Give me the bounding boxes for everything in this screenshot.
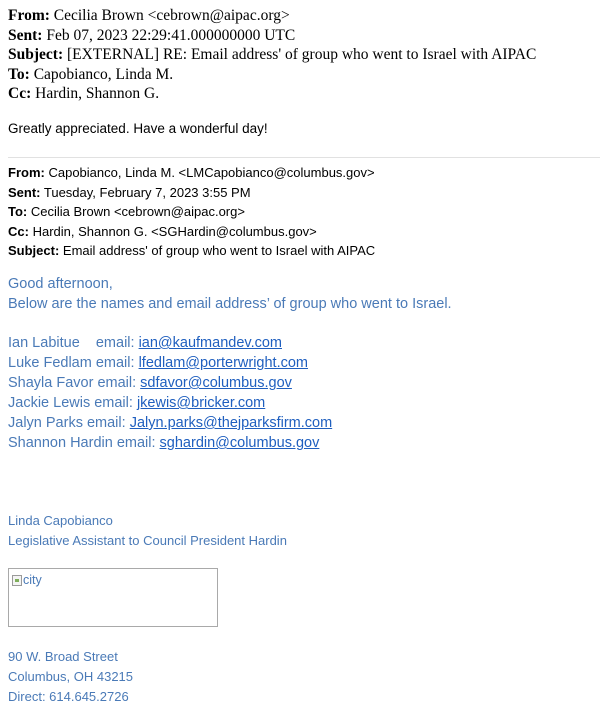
direct-phone: Direct: 614.645.2726 [8, 689, 129, 704]
email-header-quoted [8, 163, 375, 261]
list-item [8, 333, 332, 353]
contact-name: Shayla Favor email: [8, 375, 141, 391]
list-item [8, 413, 332, 433]
broken-image-placeholder [12, 573, 42, 587]
quoted-to-label: To: [8, 204, 28, 219]
email-link[interactable]: jkewis@bricker.com [136, 395, 266, 411]
to-value: Capobianco, Linda M. [33, 65, 174, 83]
quoted-cc-label: Cc: [8, 223, 29, 239]
quoted-from-row [8, 163, 375, 183]
city-logo-image [8, 568, 218, 627]
header-cc-row [8, 84, 598, 104]
image-alt-text: city [23, 573, 42, 587]
email-link[interactable]: lfedlam@porterwright.com [138, 355, 309, 371]
cc-value: Hardin, Shannon G. [35, 85, 160, 102]
email-link[interactable]: Jalyn.parks@thejparksfirm.com [129, 415, 333, 431]
intro-line: Below are the names and email address’ of group who went to Israel. [8, 296, 452, 312]
quoted-sent-row [8, 183, 375, 203]
from-value: Cecilia Brown <cebrown@aipac.org> [53, 7, 290, 24]
from-label: From: [8, 7, 50, 24]
quoted-from-label: From: [8, 165, 45, 180]
signature [8, 511, 287, 551]
email-link[interactable]: ian@kaufmandev.com [138, 335, 282, 351]
list-item [8, 353, 332, 373]
email-link[interactable]: sghardin@columbus.gov [159, 435, 320, 451]
signature-name: Linda Capobianco [8, 513, 113, 528]
email-link[interactable]: sdfavor@columbus.gov [140, 375, 292, 391]
header-subject-row [8, 45, 598, 65]
sent-label: Sent: [8, 26, 43, 44]
broken-image-icon [12, 575, 22, 586]
signature-title: Legislative Assistant to Council President Hardin [8, 533, 287, 548]
header-sent-row [8, 26, 598, 46]
contact-name: Jackie Lewis email: [8, 395, 137, 411]
quoted-subject-value: Email address' of group who went to Israel with AIPAC [62, 243, 376, 258]
address-line2: Columbus, OH 43215 [8, 669, 134, 684]
quoted-to-value: Cecilia Brown <cebrown@aipac.org> [30, 204, 245, 219]
body-intro [8, 274, 452, 314]
contact-list [8, 333, 332, 453]
signature-address [8, 647, 133, 707]
to-label: To: [8, 65, 30, 83]
address-line1: 90 W. Broad Street [8, 649, 118, 664]
quoted-cc-value: Hardin, Shannon G. <SGHardin@columbus.gov> [32, 223, 317, 239]
list-item [8, 393, 332, 413]
contact-name: Luke Fedlam email: [8, 355, 139, 371]
quoted-subject-row [8, 241, 375, 261]
header-from-row [8, 6, 598, 26]
quoted-cc-row [8, 222, 375, 242]
greeting: Good afternoon, [8, 276, 113, 292]
reply-text: Greatly appreciated. Have a wonderful day! [8, 121, 268, 136]
list-item [8, 433, 332, 453]
cc-label: Cc: [8, 85, 32, 102]
email-header-top [8, 6, 598, 104]
subject-label: Subject: [8, 46, 64, 63]
subject-value: [EXTERNAL] RE: Email address' of group who went to Israel with AIPAC [66, 46, 537, 63]
quoted-subject-label: Subject: [8, 243, 60, 258]
header-to-row [8, 65, 598, 85]
quoted-sent-value: Tuesday, February 7, 2023 3:55 PM [43, 184, 251, 200]
contact-name: Ian Labitue email: [8, 335, 139, 351]
sent-value: Feb 07, 2023 22:29:41.000000000 UTC [46, 26, 296, 44]
quoted-from-value: Capobianco, Linda M. <LMCapobianco@columbus.gov> [48, 165, 375, 180]
list-item [8, 373, 332, 393]
quoted-to-row [8, 202, 375, 222]
quote-divider [8, 157, 600, 158]
quoted-sent-label: Sent: [8, 184, 41, 200]
contact-name: Shannon Hardin email: [8, 435, 160, 451]
contact-name: Jalyn Parks email: [8, 415, 130, 431]
